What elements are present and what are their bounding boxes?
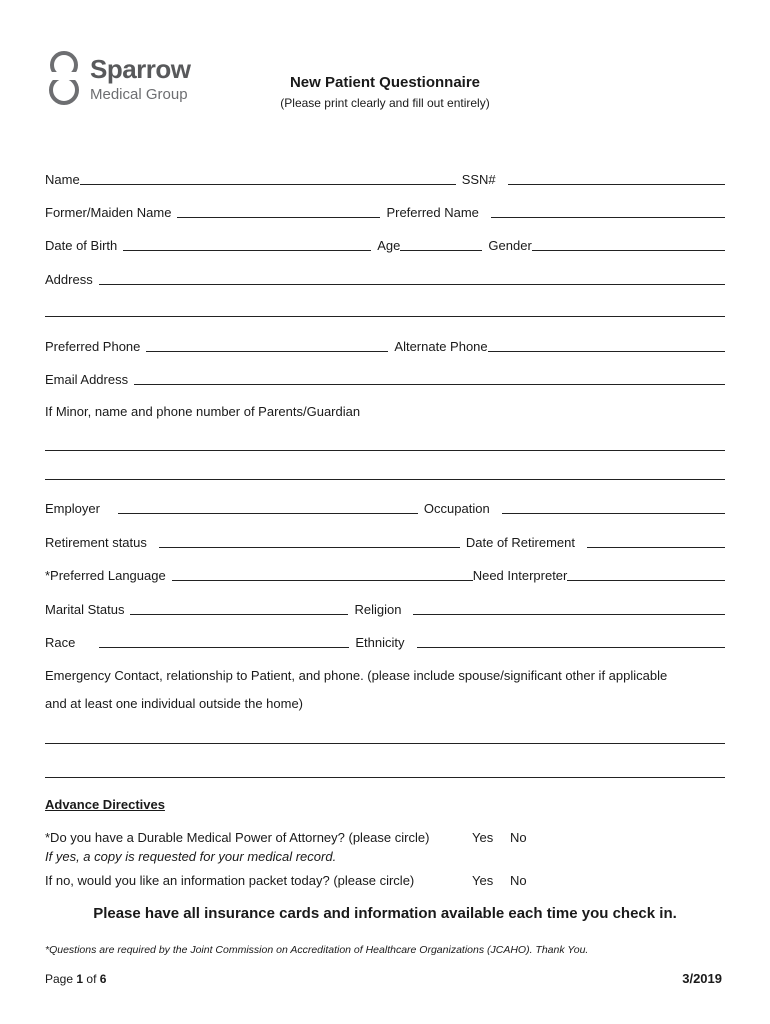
religion-label: Religion [354, 602, 402, 617]
date-of-retirement-field[interactable] [587, 547, 725, 548]
address-field[interactable] [99, 284, 725, 285]
age-label: Age [377, 238, 401, 253]
row-dob-age-gender [45, 234, 725, 254]
page-label: Page [45, 972, 74, 986]
form-subtitle: (Please print clearly and fill out entirely) [280, 96, 490, 110]
row-address [45, 268, 725, 288]
packet-question: If no, would you like an information packet today? (please circle) [45, 873, 415, 888]
alternate-phone-field[interactable] [488, 351, 725, 352]
page-number [45, 972, 106, 986]
employer-label: Employer [45, 501, 100, 516]
row-name-ssn [45, 168, 725, 188]
retirement-status-label: Retirement status [45, 535, 147, 550]
emergency-contact-field-line1[interactable] [45, 743, 725, 744]
preferred-language-label: *Preferred Language [45, 568, 166, 583]
gender-field[interactable] [532, 250, 725, 251]
address-field-line2[interactable] [45, 316, 725, 317]
dob-field[interactable] [123, 250, 371, 251]
preferred-phone-label: Preferred Phone [45, 339, 141, 354]
guardian-field-line2[interactable] [45, 479, 725, 480]
ssn-label: SSN# [461, 172, 496, 187]
minor-guardian-label: If Minor, name and phone number of Parents/Guardian [45, 404, 361, 419]
row-marital-religion [45, 598, 725, 618]
occupation-field[interactable] [502, 513, 725, 514]
row-employer-occupation [45, 497, 725, 517]
preferred-language-field[interactable] [172, 580, 473, 581]
preferred-name-label: Preferred Name [386, 205, 479, 220]
insurance-reminder: Please have all insurance cards and information available each time you check in. [93, 905, 677, 922]
email-field[interactable] [134, 384, 725, 385]
poa-yes-option[interactable]: Yes [472, 830, 494, 845]
packet-yes-option[interactable]: Yes [472, 873, 494, 888]
preferred-name-field[interactable] [491, 217, 725, 218]
ethnicity-label: Ethnicity [355, 635, 405, 650]
row-race-ethnicity [45, 631, 725, 651]
age-field[interactable] [400, 250, 482, 251]
page-current: 1 [76, 972, 84, 986]
logo-name: Sparrow [90, 54, 191, 84]
former-name-field[interactable] [177, 217, 380, 218]
form-date: 3/2019 [682, 971, 722, 986]
former-name-label: Former/Maiden Name [45, 205, 172, 220]
race-field[interactable] [99, 647, 349, 648]
email-label: Email Address [45, 372, 129, 387]
date-of-retirement-label: Date of Retirement [465, 535, 575, 550]
name-field[interactable] [80, 184, 456, 185]
marital-status-field[interactable] [130, 614, 348, 615]
alternate-phone-label: Alternate Phone [394, 339, 488, 354]
employer-field[interactable] [118, 513, 418, 514]
row-retirement [45, 531, 725, 551]
jcaho-footnote: *Questions are required by the Joint Commission on Accreditation of Healthcare Organizations (JCAHO). Thank You. [45, 944, 589, 956]
form-title: New Patient Questionnaire [289, 74, 481, 91]
retirement-status-field[interactable] [159, 547, 460, 548]
poa-no-option[interactable]: No [510, 830, 527, 845]
dob-label: Date of Birth [45, 238, 118, 253]
occupation-label: Occupation [423, 501, 490, 516]
ssn-field[interactable] [508, 184, 725, 185]
ethnicity-field[interactable] [417, 647, 726, 648]
page-total: 6 [99, 972, 107, 986]
page-of: of [86, 972, 97, 986]
marital-status-label: Marital Status [45, 602, 125, 617]
emergency-contact-field-line2[interactable] [45, 777, 725, 778]
emergency-contact-label-cont: and at least one individual outside the home) [45, 696, 304, 711]
name-label: Name [45, 172, 80, 187]
advance-directives-heading: Advance Directives [45, 797, 165, 812]
poa-note: If yes, a copy is requested for your medical record. [45, 849, 337, 864]
address-label: Address [45, 272, 93, 287]
logo-subtitle: Medical Group [90, 86, 188, 103]
need-interpreter-field[interactable] [567, 580, 725, 581]
row-former-preferred [45, 201, 725, 221]
preferred-phone-field[interactable] [146, 351, 388, 352]
guardian-field-line1[interactable] [45, 450, 725, 451]
row-phones [45, 335, 725, 355]
emergency-contact-label: Emergency Contact, relationship to Patient, and phone. (please include spouse/significant other if applicable [45, 668, 668, 683]
row-language [45, 564, 725, 584]
poa-question: *Do you have a Durable Medical Power of Attorney? (please circle) [45, 830, 430, 845]
gender-label: Gender [488, 238, 532, 253]
religion-field[interactable] [413, 614, 725, 615]
packet-no-option[interactable]: No [510, 873, 527, 888]
need-interpreter-label: Need Interpreter [472, 568, 568, 583]
row-email [45, 368, 725, 388]
race-label: Race [45, 635, 76, 650]
